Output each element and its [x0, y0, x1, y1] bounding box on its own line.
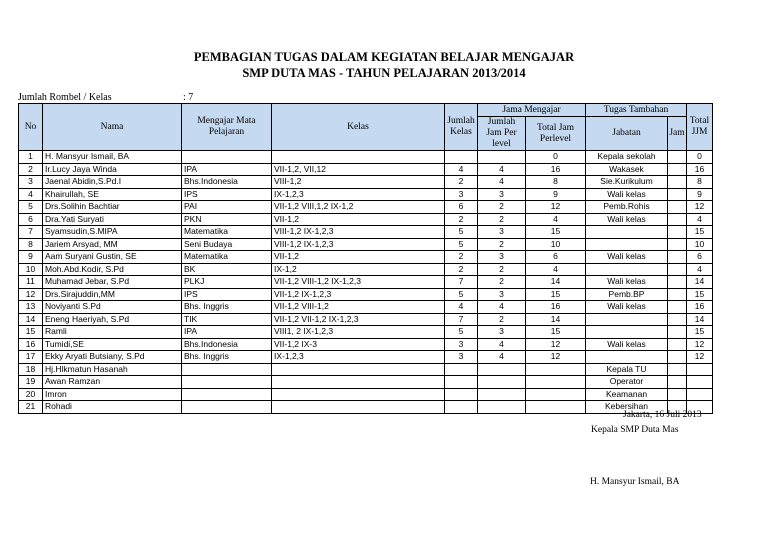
cell-jumlah-kelas: 2	[445, 213, 478, 226]
cell-mapel: IPS	[182, 288, 272, 301]
cell-kelas: VIII-1,2	[272, 176, 445, 189]
cell-jam	[668, 213, 687, 226]
table-row	[19, 188, 713, 201]
signature-place-date: Jakarta, 16 Juli 2013	[623, 410, 702, 420]
cell-nama: Tumidi,SE	[43, 338, 182, 351]
cell-total-jam-perlevel: 0	[526, 151, 586, 164]
header-jam: Jam	[668, 117, 687, 151]
cell-total-jjm	[687, 363, 713, 376]
cell-no: 4	[19, 188, 43, 201]
rombel-info	[18, 92, 194, 103]
cell-total-jam-perlevel: 10	[526, 238, 586, 251]
cell-mapel: PKN	[182, 213, 272, 226]
cell-total-jjm: 16	[687, 301, 713, 314]
header-tugas-tambahan: Tugas Tambahan	[586, 104, 687, 117]
cell-no: 1	[19, 151, 43, 164]
cell-jam	[668, 388, 687, 401]
cell-mapel: Bhs. Inggris	[182, 301, 272, 314]
table-row	[19, 176, 713, 189]
cell-total-jam-perlevel	[526, 363, 586, 376]
cell-jam	[668, 363, 687, 376]
cell-total-jjm: 0	[687, 151, 713, 164]
cell-no: 17	[19, 351, 43, 364]
cell-jabatan: Operator	[586, 376, 668, 389]
cell-jam-per-level	[478, 388, 526, 401]
cell-mapel: IPS	[182, 188, 272, 201]
cell-nama: Aam Suryani Gustin, SE	[43, 251, 182, 264]
cell-jam	[668, 201, 687, 214]
cell-jumlah-kelas: 5	[445, 288, 478, 301]
cell-kelas: VII-1,2 VIII,1,2 IX-1,2	[272, 201, 445, 214]
cell-jumlah-kelas: 6	[445, 201, 478, 214]
cell-total-jam-perlevel: 12	[526, 351, 586, 364]
cell-jumlah-kelas: 2	[445, 263, 478, 276]
cell-nama: Rohadi	[43, 401, 182, 414]
table-row	[19, 401, 713, 414]
rombel-label: Jumlah Rombel / Kelas	[18, 92, 112, 103]
cell-jam-per-level	[478, 151, 526, 164]
cell-jam-per-level: 3	[478, 326, 526, 339]
cell-jam-per-level: 3	[478, 226, 526, 239]
cell-total-jjm: 12	[687, 201, 713, 214]
header-jumlah-kelas: Jumlah Kelas	[445, 104, 478, 151]
cell-mapel: Bhs.Indonesia	[182, 338, 272, 351]
cell-mapel: Matematika	[182, 251, 272, 264]
cell-jam	[668, 376, 687, 389]
cell-total-jam-perlevel	[526, 401, 586, 414]
cell-jabatan: Kebersihan	[586, 401, 668, 414]
cell-total-jam-perlevel: 14	[526, 276, 586, 289]
cell-mapel: Matematika	[182, 226, 272, 239]
cell-total-jam-perlevel: 12	[526, 338, 586, 351]
table-row	[19, 338, 713, 351]
cell-jam	[668, 276, 687, 289]
cell-jam	[668, 313, 687, 326]
cell-jam-per-level: 3	[478, 251, 526, 264]
table-row	[19, 251, 713, 264]
header-total-jam-perlevel: Total Jam Perlevel	[526, 117, 586, 151]
cell-total-jam-perlevel: 15	[526, 326, 586, 339]
table-row	[19, 226, 713, 239]
table-row	[19, 151, 713, 164]
cell-jam-per-level: 4	[478, 176, 526, 189]
cell-jam-per-level: 4	[478, 301, 526, 314]
cell-nama: Moh.Abd.Kodir, S.Pd	[43, 263, 182, 276]
header-mapel: Mengajar Mata Pelajaran	[182, 104, 272, 151]
cell-jabatan: Wali kelas	[586, 188, 668, 201]
cell-jumlah-kelas: 3	[445, 351, 478, 364]
cell-total-jjm: 8	[687, 176, 713, 189]
cell-jumlah-kelas	[445, 401, 478, 414]
cell-no: 10	[19, 263, 43, 276]
cell-jabatan	[586, 238, 668, 251]
cell-jam-per-level: 2	[478, 313, 526, 326]
table-row	[19, 313, 713, 326]
cell-nama: Hj.Hlkmatun Hasanah	[43, 363, 182, 376]
cell-nama: Imron	[43, 388, 182, 401]
cell-nama: Ramli	[43, 326, 182, 339]
cell-jumlah-kelas: 5	[445, 326, 478, 339]
table-row	[19, 363, 713, 376]
cell-kelas: VIII1, 2 IX-1,2,3	[272, 326, 445, 339]
cell-jabatan: Wali kelas	[586, 213, 668, 226]
cell-nama: Dra.Yati Suryati	[43, 213, 182, 226]
cell-mapel	[182, 151, 272, 164]
cell-jam-per-level: 3	[478, 188, 526, 201]
cell-no: 12	[19, 288, 43, 301]
cell-jam-per-level: 2	[478, 276, 526, 289]
cell-total-jjm: 14	[687, 313, 713, 326]
cell-jabatan: Wali kelas	[586, 301, 668, 314]
cell-mapel	[182, 388, 272, 401]
cell-mapel: PAI	[182, 201, 272, 214]
cell-jam	[668, 251, 687, 264]
cell-total-jam-perlevel	[526, 388, 586, 401]
cell-jumlah-kelas: 5	[445, 226, 478, 239]
cell-jam-per-level	[478, 376, 526, 389]
table-row	[19, 376, 713, 389]
cell-jam	[668, 163, 687, 176]
cell-nama: H. Mansyur Ismail, BA	[43, 151, 182, 164]
cell-kelas: IX-1,2,3	[272, 188, 445, 201]
cell-total-jam-perlevel: 9	[526, 188, 586, 201]
cell-mapel: PLKJ	[182, 276, 272, 289]
cell-total-jjm	[687, 388, 713, 401]
cell-mapel	[182, 376, 272, 389]
cell-no: 16	[19, 338, 43, 351]
cell-kelas	[272, 401, 445, 414]
cell-nama: Drs.Solihin Bachtiar	[43, 201, 182, 214]
cell-jabatan: Wali kelas	[586, 338, 668, 351]
cell-jumlah-kelas: 7	[445, 276, 478, 289]
cell-jumlah-kelas	[445, 363, 478, 376]
table-row	[19, 238, 713, 251]
cell-no: 6	[19, 213, 43, 226]
cell-total-jjm: 9	[687, 188, 713, 201]
cell-no: 18	[19, 363, 43, 376]
header-no: No	[19, 104, 43, 151]
cell-jam-per-level: 2	[478, 263, 526, 276]
cell-mapel: Seni Budaya	[182, 238, 272, 251]
header-kelas: Kelas	[272, 104, 445, 151]
cell-nama: Syamsudin,S.MIPA	[43, 226, 182, 239]
cell-jam	[668, 226, 687, 239]
cell-jam-per-level: 4	[478, 163, 526, 176]
cell-jabatan	[586, 351, 668, 364]
cell-nama: Eneng Haeriyah, S.Pd	[43, 313, 182, 326]
cell-jam	[668, 351, 687, 364]
cell-jam-per-level	[478, 363, 526, 376]
cell-mapel	[182, 401, 272, 414]
cell-total-jjm: 12	[687, 338, 713, 351]
cell-mapel	[182, 363, 272, 376]
cell-jumlah-kelas	[445, 151, 478, 164]
cell-jumlah-kelas: 5	[445, 238, 478, 251]
signature-position: Kepala SMP Duta Mas	[591, 425, 679, 435]
table-row	[19, 326, 713, 339]
table-row	[19, 288, 713, 301]
cell-jabatan: Kepala sekolah	[586, 151, 668, 164]
cell-jam-per-level: 3	[478, 288, 526, 301]
table-row	[19, 213, 713, 226]
cell-jam	[668, 301, 687, 314]
cell-total-jjm: 4	[687, 263, 713, 276]
cell-jam	[668, 176, 687, 189]
cell-jabatan	[586, 263, 668, 276]
table-body	[19, 151, 713, 414]
cell-total-jam-perlevel: 14	[526, 313, 586, 326]
cell-total-jjm: 10	[687, 238, 713, 251]
cell-jabatan	[586, 226, 668, 239]
cell-jabatan: Keamanan	[586, 388, 668, 401]
cell-jabatan	[586, 313, 668, 326]
table-row	[19, 263, 713, 276]
cell-jam-per-level: 4	[478, 338, 526, 351]
cell-jumlah-kelas: 2	[445, 251, 478, 264]
cell-jabatan: Sie.Kurikulum	[586, 176, 668, 189]
cell-total-jam-perlevel: 6	[526, 251, 586, 264]
cell-no: 7	[19, 226, 43, 239]
table-row	[19, 388, 713, 401]
cell-jumlah-kelas: 2	[445, 176, 478, 189]
cell-mapel: IPA	[182, 326, 272, 339]
cell-nama: Awan Ramzan	[43, 376, 182, 389]
cell-jam-per-level: 2	[478, 213, 526, 226]
cell-jabatan: Wakasek	[586, 163, 668, 176]
cell-no: 9	[19, 251, 43, 264]
cell-total-jjm: 12	[687, 351, 713, 364]
cell-nama: Ekky Aryati Butsiany, S.Pd	[43, 351, 182, 364]
cell-jumlah-kelas: 7	[445, 313, 478, 326]
cell-no: 21	[19, 401, 43, 414]
table-row	[19, 276, 713, 289]
header-total-jjm: Total JJM	[687, 104, 713, 151]
cell-jumlah-kelas	[445, 376, 478, 389]
cell-jam-per-level: 2	[478, 201, 526, 214]
header-jam-mengajar: Jama Mengajar	[478, 104, 586, 117]
table-row	[19, 351, 713, 364]
cell-kelas: IX-1,2	[272, 263, 445, 276]
cell-jam	[668, 288, 687, 301]
cell-mapel: TIK	[182, 313, 272, 326]
cell-total-jam-perlevel: 16	[526, 301, 586, 314]
cell-total-jam-perlevel: 15	[526, 226, 586, 239]
cell-jam	[668, 338, 687, 351]
cell-kelas: VIII-1,2 IX-1,2,3	[272, 238, 445, 251]
cell-kelas	[272, 388, 445, 401]
cell-jabatan: Wali kelas	[586, 276, 668, 289]
cell-jumlah-kelas: 4	[445, 163, 478, 176]
cell-no: 3	[19, 176, 43, 189]
cell-mapel: IPA	[182, 163, 272, 176]
cell-jumlah-kelas: 4	[445, 301, 478, 314]
cell-jumlah-kelas: 3	[445, 338, 478, 351]
cell-total-jam-perlevel: 8	[526, 176, 586, 189]
cell-kelas: VII-1,2 IX-1,2,3	[272, 288, 445, 301]
cell-no: 5	[19, 201, 43, 214]
cell-total-jjm: 14	[687, 276, 713, 289]
cell-total-jjm: 6	[687, 251, 713, 264]
cell-no: 8	[19, 238, 43, 251]
cell-jam	[668, 188, 687, 201]
cell-no: 20	[19, 388, 43, 401]
cell-kelas: VII-1,2 IX-3	[272, 338, 445, 351]
cell-no: 2	[19, 163, 43, 176]
signature-name: H. Mansyur Ismail, BA	[590, 477, 680, 487]
cell-nama: Ir.Lucy Jaya Winda	[43, 163, 182, 176]
document-subtitle: SMP DUTA MAS - TAHUN PELAJARAN 2013/2014	[242, 66, 526, 80]
cell-total-jam-perlevel: 16	[526, 163, 586, 176]
cell-kelas: IX-1,2,3	[272, 351, 445, 364]
cell-jam-per-level: 4	[478, 351, 526, 364]
cell-kelas: VII-1,2	[272, 213, 445, 226]
table-row	[19, 301, 713, 314]
cell-jabatan: Kepala TU	[586, 363, 668, 376]
cell-kelas	[272, 376, 445, 389]
cell-total-jam-perlevel: 4	[526, 213, 586, 226]
table-row	[19, 201, 713, 214]
cell-jam	[668, 238, 687, 251]
cell-jam	[668, 151, 687, 164]
cell-kelas	[272, 151, 445, 164]
cell-nama: Muhamad Jebar, S.Pd	[43, 276, 182, 289]
cell-nama: Drs.Sirajuddin,MM	[43, 288, 182, 301]
cell-total-jjm: 16	[687, 163, 713, 176]
cell-nama: Jariem Arsyad, MM	[43, 238, 182, 251]
header-jabatan: Jabatan	[586, 117, 668, 151]
cell-kelas: VII-1,2 VII-1,2 IX-1,2,3	[272, 313, 445, 326]
cell-kelas: VII-1,2 VIII-1,2 IX-1,2,3	[272, 276, 445, 289]
cell-jabatan: Pemb.BP	[586, 288, 668, 301]
cell-no: 19	[19, 376, 43, 389]
cell-jumlah-kelas: 3	[445, 188, 478, 201]
cell-total-jam-perlevel: 4	[526, 263, 586, 276]
cell-mapel: BK	[182, 263, 272, 276]
cell-no: 14	[19, 313, 43, 326]
cell-mapel: Bhs. Inggris	[182, 351, 272, 364]
header-nama: Nama	[43, 104, 182, 151]
table-row	[19, 163, 713, 176]
cell-total-jjm: 15	[687, 326, 713, 339]
cell-kelas	[272, 363, 445, 376]
cell-no: 11	[19, 276, 43, 289]
cell-total-jam-perlevel: 12	[526, 201, 586, 214]
cell-jabatan	[586, 326, 668, 339]
cell-jumlah-kelas	[445, 388, 478, 401]
cell-jabatan: Wali kelas	[586, 251, 668, 264]
cell-no: 15	[19, 326, 43, 339]
cell-no: 13	[19, 301, 43, 314]
cell-kelas: VIII-1,2 IX-1,2,3	[272, 226, 445, 239]
cell-total-jam-perlevel: 15	[526, 288, 586, 301]
cell-jam	[668, 326, 687, 339]
rombel-value: : 7	[183, 92, 194, 103]
cell-kelas: VII-1,2	[272, 251, 445, 264]
assignment-table	[18, 103, 713, 414]
cell-total-jam-perlevel	[526, 376, 586, 389]
cell-total-jjm: 15	[687, 226, 713, 239]
document-title: PEMBAGIAN TUGAS DALAM KEGIATAN BELAJAR MENGAJAR	[193, 50, 575, 64]
cell-nama: Noviyanti S.Pd	[43, 301, 182, 314]
cell-total-jjm	[687, 376, 713, 389]
cell-jam	[668, 263, 687, 276]
header-jam-per-level: Jumlah Jam Per level	[478, 117, 526, 151]
cell-jam-per-level	[478, 401, 526, 414]
cell-total-jjm: 15	[687, 288, 713, 301]
cell-kelas: VII-1,2, VII,12	[272, 163, 445, 176]
cell-nama: Jaenal Abidin,S.Pd.I	[43, 176, 182, 189]
cell-jabatan: Pemb.Rohis	[586, 201, 668, 214]
cell-nama: Khairullah, SE	[43, 188, 182, 201]
cell-total-jjm: 4	[687, 213, 713, 226]
cell-kelas: VII-1,2 VIII-1,2	[272, 301, 445, 314]
cell-jam-per-level: 2	[478, 238, 526, 251]
cell-mapel: Bhs.Indonesia	[182, 176, 272, 189]
